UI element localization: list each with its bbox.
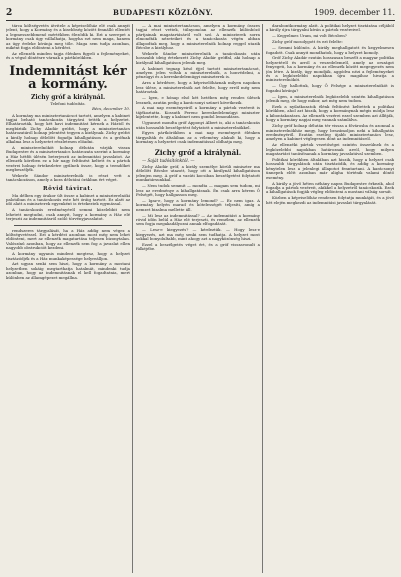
paragraph: Zichy Aladár gróf, a király személye körüli miniszter ma délelőtt Bécsbe utazott, hogy ott a királynál kihallgatáson jelenjen meg. A gróf a vasúti kocsiban beszélgetést folytatott munkatársunkkal. [136, 164, 260, 183]
paragraph: — Lesz-e kiegyezés? — kérdeztük. — Hogy lesz-e kiegyezés, azt ma még senki sem tudhatja. A helyzet most sokkal bonyolultabb, mint ahogy azt a nagyközönség hiszi. [136, 227, 260, 242]
paragraph: — Úgy hallottuk, hogy Ő Felsége a miniszterelnököt is fogadni kívánja? [266, 83, 394, 93]
column-divider [132, 24, 133, 573]
section-heading: Rövid távirat. [43, 185, 93, 192]
paragraph: Zichy gróf mosolygott és ezt felelte: [272, 39, 343, 45]
paragraph: — Kegyelmes Uram, mi volt Bécsben? [272, 33, 347, 39]
article-subhead: Zichy gróf a királynál. [30, 93, 106, 101]
paragraph: A kormány ma minisztertanácsot tartott, amelyen a kabinet tagjai beható tanácskozás tárgyává tették a helyzetet. Elhatározták, hogy két havi indemnitást kérnek a Háztól és megbízták Zichy Aladár grófot, hogy a minisztertanács határozatáról holnap jelentést tegyen a királynak. Zichy grófot a király holnap délelőtt fogadja kihallgatáson és a grófnak alkalma lesz a helyzetet részletesen előadni. [6, 112, 130, 144]
paragraph: rendszeres tárgyalását, ha a Ház addig nem végez a költségvetéssel. Ezt a kérdést azonban most még nem lehet eldönteni, mert az ellenzék magatartása teljesen bizonytalan. Valószínű azonban, hogy az ellenzék sem fog a javaslat ellen nagyobb obstrukciót kezdeni. [6, 227, 130, 251]
issue-date: 1909. december 11. [313, 8, 395, 17]
section-heading: Zichy gróf a királynál. [154, 147, 242, 157]
paragraph: A mai nap eseményeiről a kormány a pártok vezéreit is tájékoztatta. Kossuth Ferenc kereskedelemügyi miniszter kijelentette, hogy a kabinet nem gondol lemondásra. [136, 105, 260, 120]
paragraph: Zichy gróf holnap délután tér vissza a fővárosba és azonnal a miniszterelnökhöz megy, hogy beszámoljon neki a kihallgatás eredményéről. Ezután esetleg újabb minisztertanács lesz, amelyen a kabinet véglegesen dönt az indemnitásról. [266, 123, 394, 142]
paragraph: Azt ugyan senki sem hiszi, hogy a kormány a mostani helyzetben sokáig megtarthatja hatalmát, mindenki tudja azonban, hogy az indemnitásnak el kell fogadtatnia, mert különben az államgépezet megállna. [6, 261, 130, 280]
paragraph: Ezek a nyilatkozatok élénk feltűnést keltettek a politikai körökben, ahol azt hiszik, hogy a kormánynak mégis módja lesz a kibontakozásra. Az ellenzék vezérei ezzel szemben azt állítják, hogy a kormány napjai meg vannak számlálva. [266, 104, 394, 123]
column-1 [6, 24, 130, 573]
article-byline: Telefoni tudósítás. [50, 100, 86, 106]
page-number: 2 [6, 8, 13, 18]
paragraph: Wekerle Sándor miniszterelnök a tanácskozás után hosszabb ideig értekezett Zichy Aladár gróffal, aki holnap a királynál kihallgatáson jelenik meg. [136, 50, 260, 65]
paragraph: Ezzel a beszélgetés véget ért, és a gróf visszavonult a fülkéjébe. [136, 242, 260, 252]
column-divider [262, 24, 263, 573]
paragraph: Az ellenzék minden tagja élénken figyeli a fejleményeket, és a végső döntésre várnak a pártkörökben. [6, 50, 130, 61]
paragraph: tárca költségvetés átvitele a képviselőház elé csak annyit jelent, hogy a Kormány és a kisebbség között fennálló ellentét a legmesszebbmenő mértékben éleződik ki. Ezt a szerepet a kormány csak úgy vállalhatja, hogyha ezt nem maga, hanem az ügy érdeke kívánja meg tőle. Maga sem tudja azonban, miként fogja eldönteni a kérdést. [6, 24, 130, 51]
paragraph: A miniszterelnököt holnap délután várják vissza Budapestre és a minisztertanács határozata szerint a kormány a Ház hétfői ülésén beterjeszti az indemnitási javaslatot. Az ellenzék körében ez a hír nagy feltűnést keltett és a pártok vezérei holnap értekezletre gyűlnek össze, hogy a teendőket megbeszéljék. [6, 144, 130, 172]
column-2 [136, 24, 260, 573]
paragraph: — Mi lesz az indemnitással? — Az indemnitást a kormány rövid időn belül a Ház elé terjeszti, és remélem, az ellenzék sem fogja megakadályozni annak elfogadását. [136, 212, 260, 227]
paragraph: Wekerle Sándor miniszterelnök is részt vett a tanácskozáson, amely a kora délutáni órákban ért véget. [6, 172, 130, 183]
paragraph: Közben a képviselőház rendesen folytatja munkáját, és a jövő hét elején megkezdi az indemnitási javaslat tárgyalását. [266, 195, 394, 205]
paragraph: A király a jövő héten néhány napra Budapestre érkezik, ahol fogadja a pártok vezéreit, akikkel a helyzetről tanácskozik. Ezek a kihallgatások fogják végleg eldönteni a mostani válság sorsát. [266, 180, 394, 195]
article-headline: Indemnitást kér a kormány. [9, 63, 127, 92]
paragraph: A kabinet tegnap késő éjjel tartott minisztertanácsot, amelyen jelen voltak a miniszterelnök, a honvédelmi, a pénzügyi és a kereskedelemügyi miniszterek is. [136, 65, 260, 80]
paragraph: Egyes pártkörökben a mai nap eseményeit élénken tárgyalták és általában az a vélemény alakult ki, hogy a kormány a helyzetet csak indemnitással oldhatja meg. [136, 130, 260, 145]
paragraph: Az ellenzéki pártok vezetőségei szintén összeülnek és a legközelebbi napokban határoznak arról, hogy milyen magatartást tanúsítsanak a kormány javaslatával szemben. [266, 142, 394, 157]
paragraph: A tanácskozás eredményéről semmi közelebbit nem lehetett megtudni, csak annyit, hogy a kormány a Ház elé terjeszti az indemnitásról szóló törvényjavaslatot. [6, 207, 130, 222]
paragraph: — Igen, a miniszterelnök legközelebb szintén kihallgatáson jelenik meg, de hogy mikor, azt még nem tudom. [266, 93, 394, 104]
paragraph: Gróf Zichy Aladár ezután hosszasan beszélt a magyar politika helyzetéről és arról a veszedelemről, amely az országot fenyegeti, ha a kormány és az ellenzék között megegyezés nem jön létre. A király, úgy mondják, aggódva nézi a fejleményeket és a legközelebbi napokban újra magához hivatja a miniszterelnököt. [266, 55, 394, 83]
header-rule [6, 20, 395, 21]
paragraph: Arra a kérdésre, hogy a képviselőháznak milyen napokon lesz ülése, a miniszterelnök azt felelte, hogy erről még nem határoztak. [136, 80, 260, 95]
section-byline: — Saját tudósítónktól. — [142, 157, 195, 163]
article-dateline: Bécs, december 10. [92, 106, 130, 112]
paragraph: Politikai körökben általában azt hiszik, hogy a helyzet csak hosszabb tárgyalások után tisztázódik, és addig a kormány kénytelen lesz a jelenlegi állapotot fenntartani. A karácsonyi ünnepek előtt azonban már aligha történik valami döntő esemény. [266, 156, 394, 180]
paragraph: — Igen, e hónap első két hetében még rendes ülések lesznek, azután pedig a karácsonyi szünet következik. [136, 95, 260, 105]
paragraph: Ugyanezt mondta gróf Apponyi Albert is, aki a tanácskozás után hosszabb beszélgetést folytatott a miniszterelnökkel. [136, 120, 260, 130]
column-3 [266, 24, 394, 573]
paragraph: — Igaz-e, hogy a kormány lemond? — Ez nem igaz. A kormány helyén marad és kötelességét teljesíti, amíg a nemzet bizalma mellette áll. [136, 197, 260, 212]
page-header [6, 6, 395, 18]
paragraph: Ma délben egy órakor ült össze a kabinet a miniszterelnöki palotában és a tanácskozás este hét óráig tartott. Ez alatt az idő alatt a miniszterek egyenként is értekeztek egymással. [6, 192, 130, 207]
paragraph: — Nem tudok semmit — mondta — magam sem tudom, mi lesz az eredménye a kihallgatásnak. Én csak arra kérem Ő Felségét, hogy hallgasson meg. [136, 183, 260, 197]
masthead: BUDAPESTI KÖZLÖNY. [113, 8, 214, 17]
section-divider [14, 225, 122, 226]
paragraph: — A mai minisztertanácson, amelyen a kormány összes tagjai részt vettek, túlnyomóan az ellenzék különböző pártjainak magatartásáról volt szó. A miniszterek sorra elmondták nézeteiket és a tanácskozás végén abban állapodtak meg, hogy a miniszterelnök holnap reggel utazik Bécsbe a királyhoz. [136, 24, 260, 51]
paragraph: — Semmi különös. A király meghallgatott és kegyelmesen fogadott. Csak annyit mondhatok, hogy a helyzet komoly. [266, 45, 394, 55]
paragraph: darabontkormány alatt. A politikai helyzet tisztázása céljából a király újra tárgyalni kíván a pártok vezéreivel. [266, 24, 394, 33]
paragraph: A kormány ugyanis mindent megtesz, hogy a helyzet tisztázódjék és a Ház munkaképessége helyreálljon. [6, 251, 130, 261]
